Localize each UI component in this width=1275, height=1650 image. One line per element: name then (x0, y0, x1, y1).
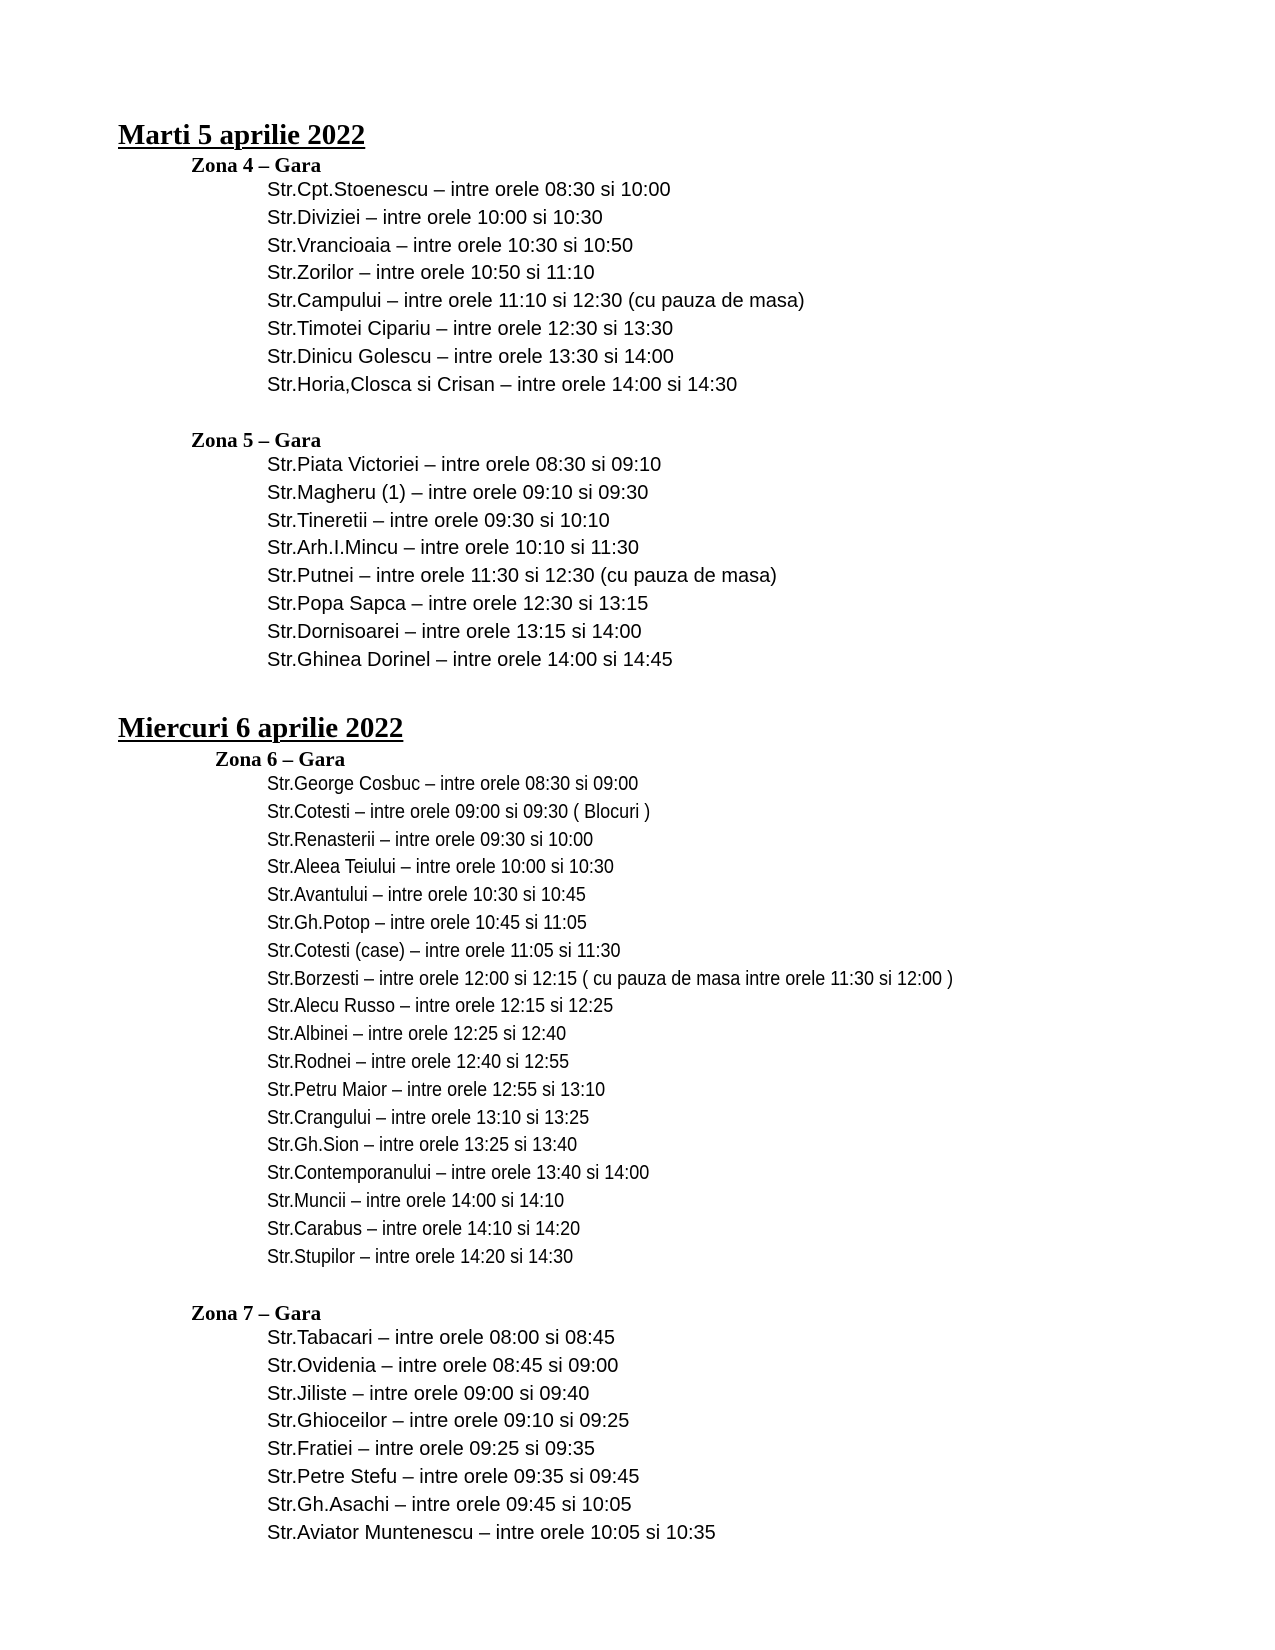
street-schedule-item: Str.Horia,Closca si Crisan – intre orele 14:00 si 14:30 (267, 373, 738, 396)
zone-4-street-list (267, 177, 805, 399)
street-schedule-item: Str.Alecu Russo – intre orele 12:15 si 12:25 (267, 995, 614, 1018)
street-schedule-item: Str.Carabus – intre orele 14:10 si 14:20 (267, 1217, 581, 1240)
street-schedule-item: Str.Cotesti – intre orele 09:00 si 09:30 ( Blocuri ) (267, 800, 651, 823)
street-schedule-item: Str.Tineretii – intre orele 09:30 si 10:10 (267, 509, 610, 532)
street-schedule-item: Str.Zorilor – intre orele 10:50 si 11:10 (267, 262, 595, 285)
zone-heading-4: Zona 4 – Gara (191, 153, 322, 177)
street-schedule-item: Str.Popa Sapca – intre orele 12:30 si 13:15 (267, 592, 649, 615)
street-schedule-item: Str.Dornisoarei – intre orele 13:15 si 14:00 (267, 620, 642, 643)
street-schedule-item: Str.George Cosbuc – intre orele 08:30 si 09:00 (267, 773, 639, 795)
street-schedule-item: Str.Petre Stefu – intre orele 09:35 si 09:45 (267, 1465, 640, 1488)
street-schedule-item: Str.Petru Maior – intre orele 12:55 si 13:10 (267, 1078, 606, 1101)
street-schedule-item: Str.Ghioceilor – intre orele 09:10 si 09:25 (267, 1410, 630, 1433)
zone-heading-7: Zona 7 – Gara (191, 1301, 322, 1325)
street-schedule-item: Str.Cotesti (case) – intre orele 11:05 si 11:30 (267, 939, 621, 962)
street-schedule-item: Str.Gh.Sion – intre orele 13:25 si 13:40 (267, 1134, 578, 1157)
street-schedule-item: Str.Avantului – intre orele 10:30 si 10:45 (267, 884, 586, 907)
street-schedule-item: Str.Albinei – intre orele 12:25 si 12:40 (267, 1023, 567, 1046)
street-schedule-item: Str.Dinicu Golescu – intre orele 13:30 si 14:00 (267, 345, 674, 368)
street-schedule-item: Str.Vrancioaia – intre orele 10:30 si 10:50 (267, 234, 634, 257)
street-schedule-item: Str.Rodnei – intre orele 12:40 si 12:55 (267, 1050, 570, 1073)
street-schedule-item: Str.Crangului – intre orele 13:10 si 13:25 (267, 1106, 590, 1129)
street-schedule-item: Str.Fratiei – intre orele 09:25 si 09:35 (267, 1438, 595, 1461)
street-schedule-item: Str.Borzesti – intre orele 12:00 si 12:15 ( cu pauza de masa intre orele 11:30 si 12:00 ) (267, 967, 954, 990)
zone-heading-5: Zona 5 – Gara (191, 428, 322, 452)
street-schedule-item: Str.Renasterii – intre orele 09:30 si 10:00 (267, 828, 594, 851)
street-schedule-item: Str.Piata Victoriei – intre orele 08:30 si 09:10 (267, 454, 662, 476)
zone-6-street-list (267, 771, 1029, 1271)
street-schedule-item: Str.Tabacari – intre orele 08:00 si 08:45 (267, 1327, 615, 1349)
street-schedule-item: Str.Muncii – intre orele 14:00 si 14:10 (267, 1189, 565, 1212)
street-schedule-item: Str.Contemporanului – intre orele 13:40 si 14:00 (267, 1162, 650, 1185)
street-schedule-item: Str.Magheru (1) – intre orele 09:10 si 09:30 (267, 481, 649, 504)
street-schedule-item: Str.Aviator Muntenescu – intre orele 10:05 si 10:35 (267, 1521, 716, 1544)
zone-7-street-list (267, 1325, 716, 1547)
street-schedule-item: Str.Ovidenia – intre orele 08:45 si 09:00 (267, 1354, 619, 1377)
day-heading-miercuri: Miercuri 6 aprilie 2022 (118, 712, 404, 744)
street-schedule-item: Str.Diviziei – intre orele 10:00 si 10:30 (267, 206, 603, 229)
street-schedule-item: Str.Timotei Cipariu – intre orele 12:30 si 13:30 (267, 317, 674, 340)
street-schedule-item: Str.Campului – intre orele 11:10 si 12:30 (cu pauza de masa) (267, 290, 805, 313)
street-schedule-item: Str.Gh.Asachi – intre orele 09:45 si 10:05 (267, 1493, 632, 1516)
street-schedule-item: Str.Gh.Potop – intre orele 10:45 si 11:05 (267, 911, 587, 934)
zone-heading-6: Zona 6 – Gara (215, 747, 346, 771)
street-schedule-item: Str.Cpt.Stoenescu – intre orele 08:30 si 10:00 (267, 179, 671, 201)
street-schedule-item: Str.Ghinea Dorinel – intre orele 14:00 si 14:45 (267, 648, 673, 671)
street-schedule-item: Str.Aleea Teiului – intre orele 10:00 si 10:30 (267, 856, 614, 879)
day-heading-marti: Marti 5 aprilie 2022 (118, 119, 366, 151)
street-schedule-item: Str.Arh.I.Mincu – intre orele 10:10 si 11:30 (267, 537, 640, 560)
street-schedule-item: Str.Stupilor – intre orele 14:20 si 14:30 (267, 1245, 574, 1268)
street-schedule-item: Str.Putnei – intre orele 11:30 si 12:30 (cu pauza de masa) (267, 565, 777, 588)
zone-5-street-list (267, 452, 777, 674)
street-schedule-item: Str.Jiliste – intre orele 09:00 si 09:40 (267, 1382, 590, 1405)
